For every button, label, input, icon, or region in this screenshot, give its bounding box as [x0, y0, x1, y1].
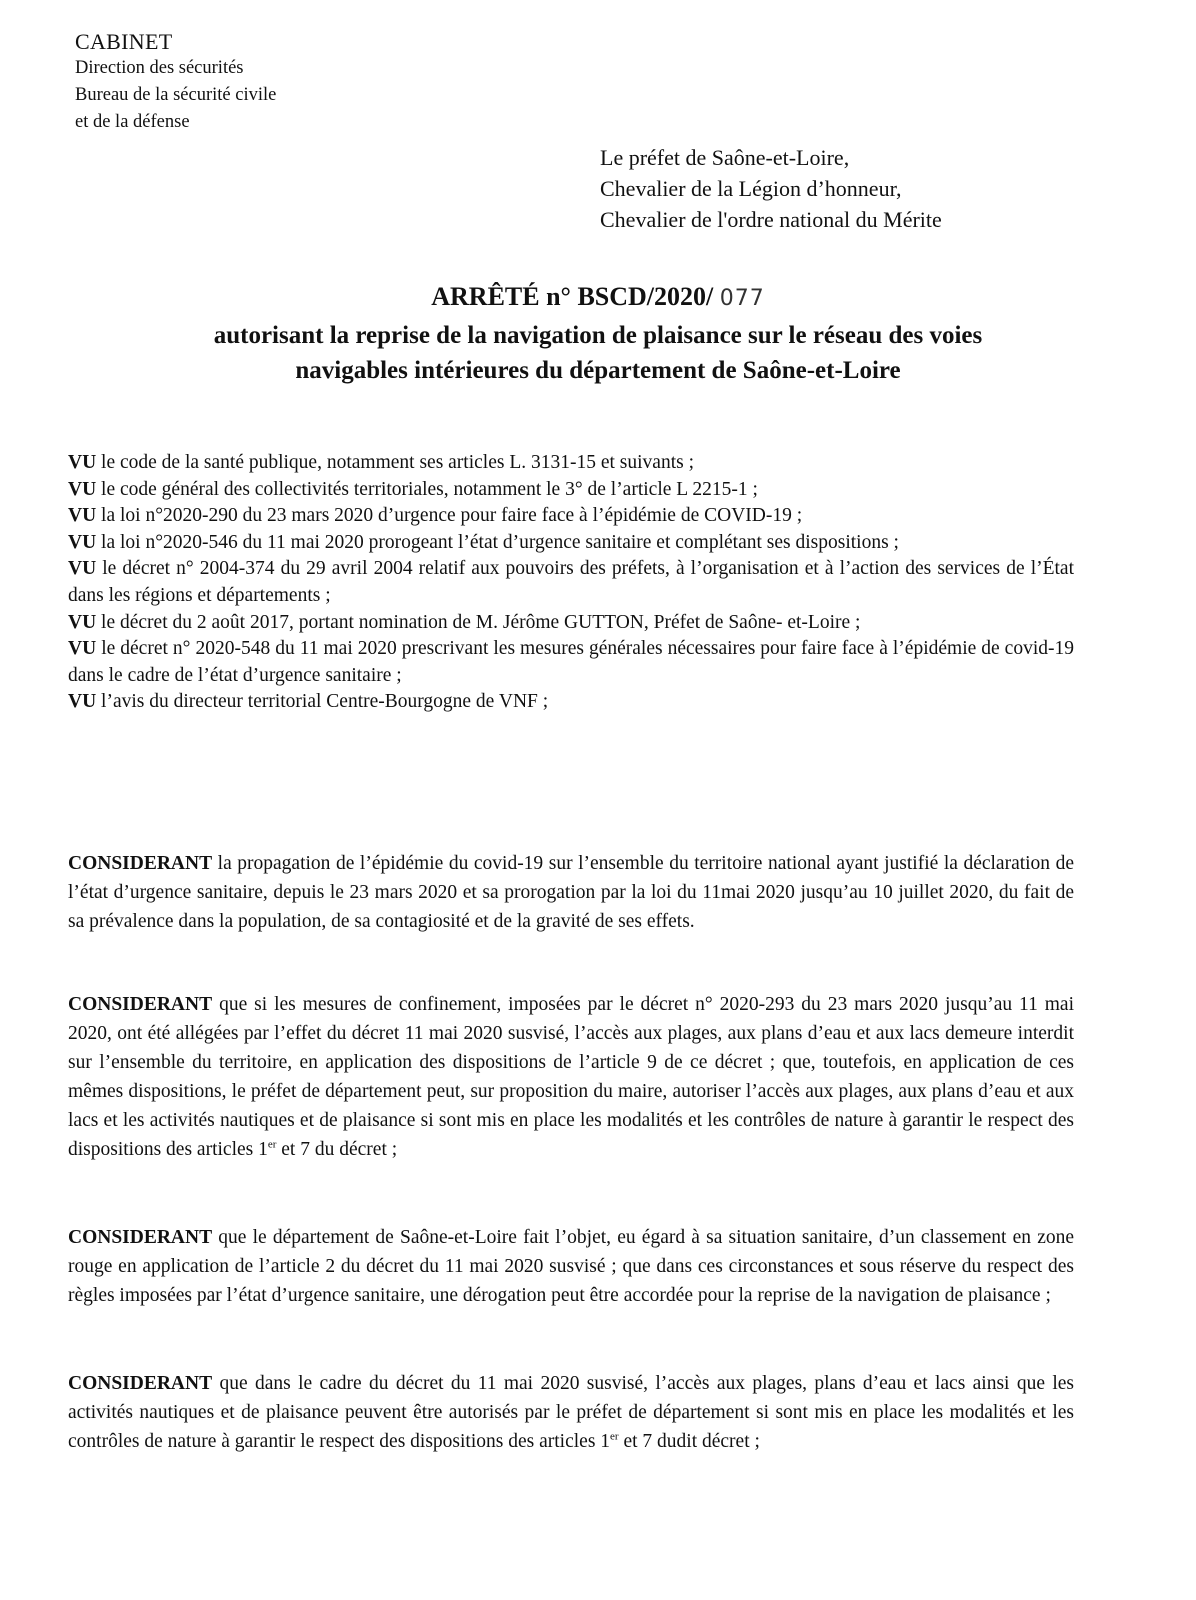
- issuer-line: Bureau de la sécurité civile: [75, 85, 277, 105]
- vu-item: [68, 530, 1074, 557]
- prefect-line: Chevalier de la Légion d’honneur,: [600, 176, 902, 201]
- vu-item: [68, 450, 1074, 477]
- vu-text: le code de la santé publique, notamment ses articles L. 3131-15 et suivants ;: [101, 452, 695, 473]
- ordinal-suffix: er: [610, 1430, 619, 1443]
- vu-text: le décret du 2 août 2017, portant nomination de M. Jérôme GUTTON, Préfet de Saône- et-Loire ;: [101, 611, 861, 633]
- vu-keyword: VU: [68, 611, 97, 633]
- considerant-paragraph: [68, 990, 1074, 1164]
- considerant-text: la propagation de l’épidémie du covid-19 sur l’ensemble du territoire national ayant justifié la déclaration de l’état d’urgence sanitaire, depuis le 23 mars 2020 et sa prorogation par la loi du 11mai 2020 jusqu’au 10 juillet 2020, du fait de sa prévalence dans la population, de sa contagiosité et de la gravité de ses effets.: [68, 853, 1075, 932]
- vu-text: la loi n°2020-290 du 23 mars 2020 d’urgence pour faire face à l’épidémie de COVID-19 ;: [101, 505, 803, 527]
- vu-item: [68, 503, 1074, 530]
- considerant-keyword: CONSIDERANT: [68, 994, 213, 1015]
- vu-text: le décret n° 2020-548 du 11 mai 2020 prescrivant les mesures générales nécessaires pour faire face à l’épidémie de covid-19 dans le cadre de l’état d’urgence sanitaire ;: [68, 638, 1074, 686]
- considerant-keyword: CONSIDERANT: [68, 853, 213, 874]
- decree-title: [60, 282, 1136, 312]
- vu-item: [68, 689, 1074, 716]
- considerant-text: que dans le cadre du décret du 11 mai 2020 susvisé, l’accès aux plages, plans d’eau et lacs ainsi que les activités nautiques et de plaisance peuvent être autorisés par le préfet de département si sont mis en place les modalités et les contrôles de nature à garantir le respect des dispositions des articles 1: [68, 1373, 1074, 1452]
- vu-item: [68, 556, 1074, 609]
- vu-text: le décret n° 2004-374 du 29 avril 2004 relatif aux pouvoirs des préfets, à l’organisation et à l’action des services de l’État dans les régions et départements ;: [68, 558, 1075, 606]
- considerant-text: que le département de Saône-et-Loire fait l’objet, eu égard à sa situation sanitaire, d’un classement en zone rouge en application de l’article 2 du décret du 11 mai 2020 susvisé ; que dans ces circonstances et sous réserve du respect des règles imposées par l’état d’urgence sanitaire, une dérogation peut être accordée pour la reprise de la navigation de plaisance ;: [68, 1227, 1075, 1306]
- vu-item: [68, 477, 1074, 504]
- issuer-header: [75, 28, 276, 136]
- decree-number: ARRÊTÉ n° BSCD/2020/: [431, 282, 714, 311]
- considerant-paragraph: [68, 1223, 1074, 1310]
- subtitle-line: autorisant la reprise de la navigation de plaisance sur le réseau des voies: [213, 322, 983, 349]
- cabinet-label: CABINET: [75, 29, 173, 54]
- vu-text: le code général des collectivités territoriales, notamment le 3° de l’article L 2215-1 ;: [101, 478, 758, 500]
- vu-text: l’avis du directeur territorial Centre-Bourgogne de VNF ;: [101, 691, 549, 713]
- considerant-keyword: CONSIDERANT: [68, 1227, 213, 1248]
- vu-keyword: VU: [68, 558, 97, 580]
- vu-list: [68, 450, 1074, 716]
- considerant-paragraph: [68, 849, 1074, 936]
- vu-keyword: VU: [68, 691, 97, 713]
- issuer-line: Direction des sécurités: [75, 58, 244, 78]
- prefect-line: Chevalier de l'ordre national du Mérite: [600, 207, 942, 232]
- prefect-block: [600, 142, 942, 235]
- issuer-line: et de la défense: [75, 112, 190, 132]
- vu-keyword: VU: [68, 478, 97, 500]
- subtitle-line: navigables intérieures du département de Saône-et-Loire: [295, 357, 901, 384]
- ordinal-suffix: er: [267, 1138, 277, 1151]
- considerant-text: et 7 dudit décret ;: [618, 1431, 760, 1452]
- considerant-text: et 7 du décret ;: [276, 1139, 398, 1160]
- handwritten-number: 077: [719, 286, 765, 311]
- considerant-text: que si les mesures de confinement, imposées par le décret n° 2020-293 du 23 mars 2020 jusqu’au 11 mai 2020, ont été allégées par l’effet du décret 11 mai 2020 susvisé, l’accès aux plages, aux plans d’eau et aux lacs demeure interdit sur l’ensemble du territoire, en application des dispositions de l’article 9 de ce décret ; que, toutefois, en application de ces mêmes dispositions, le préfet de département peut, sur proposition du maire, autoriser l’accès aux plages, aux plans d’eau et aux lacs et les activités nautiques et de plaisance si sont mis en place les modalités et les contrôles de nature à garantir le respect des dispositions des articles 1: [68, 994, 1074, 1160]
- vu-keyword: VU: [68, 531, 97, 553]
- vu-keyword: VU: [68, 505, 97, 527]
- prefect-line: Le préfet de Saône-et-Loire,: [600, 145, 850, 170]
- vu-item: [68, 610, 1074, 637]
- vu-item: [68, 636, 1074, 689]
- vu-keyword: VU: [68, 452, 97, 473]
- decree-subtitle: [60, 318, 1136, 388]
- considerant-keyword: CONSIDERANT: [68, 1373, 213, 1394]
- considerant-paragraph: [68, 1369, 1074, 1456]
- vu-text: la loi n°2020-546 du 11 mai 2020 prorogeant l’état d’urgence sanitaire et complétant ses dispositions ;: [101, 531, 899, 553]
- vu-keyword: VU: [68, 638, 97, 660]
